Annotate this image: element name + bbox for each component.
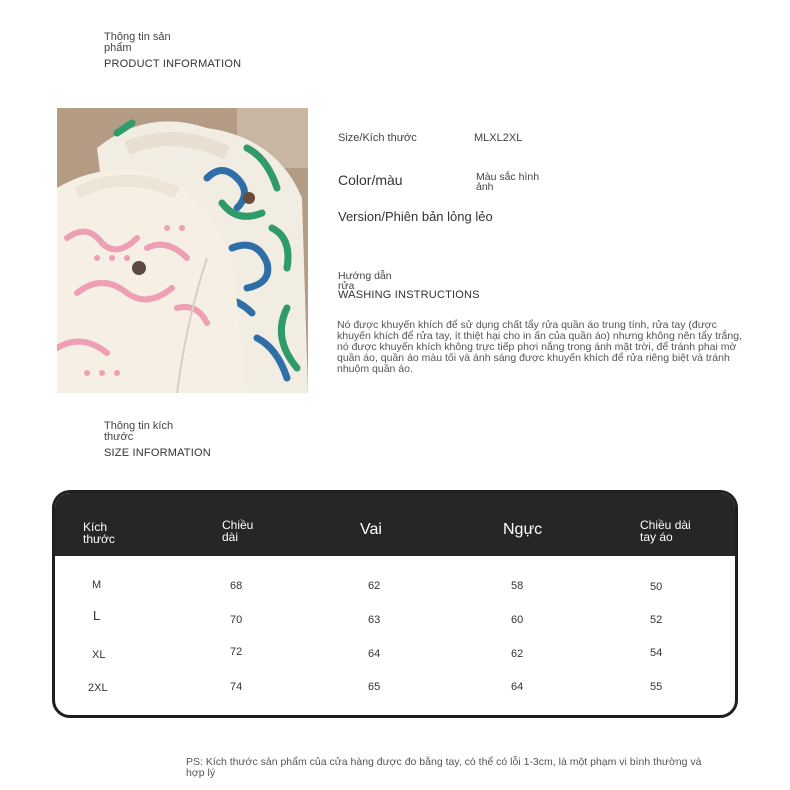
header-sleeve-length: Chiều dài tay áo xyxy=(640,518,691,544)
size-table-header xyxy=(55,493,735,556)
washing-title-en: WASHING INSTRUCTIONS xyxy=(338,289,480,301)
row-2xl-chest: 64 xyxy=(511,681,524,693)
row-m-size: M xyxy=(92,579,102,591)
washing-title-vi: Hướng dẫn rửa xyxy=(338,270,392,292)
row-xl-length: 72 xyxy=(230,646,243,658)
size-value: MLXL2XL xyxy=(474,132,523,144)
row-xl-size: XL xyxy=(92,649,106,661)
measurement-note: PS: Kích thước sản phẩm của cửa hàng được đo bằng tay, có thể có lỗi 1-3cm, là một phạm vi bình thường và hợp lý xyxy=(186,756,702,779)
row-2xl-size: 2XL xyxy=(88,682,108,694)
size-info-title-vi: Thông tin kích thước xyxy=(104,420,174,443)
row-m-chest: 58 xyxy=(511,580,524,592)
header-length: Chiều dài xyxy=(222,518,254,544)
size-info-title-en: SIZE INFORMATION xyxy=(104,447,211,459)
row-l-chest: 60 xyxy=(511,614,524,626)
product-photo xyxy=(57,108,308,393)
color-label: Color/màu xyxy=(338,172,403,188)
size-label: Size/Kích thước xyxy=(338,132,417,144)
row-2xl-length: 74 xyxy=(230,681,243,693)
color-value: Màu sắc hình ảnh xyxy=(476,171,540,193)
size-table xyxy=(52,490,738,718)
row-m-shoulder: 62 xyxy=(368,580,381,592)
version-label: Version/Phiên bản lỏng lẻo xyxy=(338,209,493,224)
washing-instructions-text: Nó được khuyến khích để sử dụng chất tẩy rửa quần áo trung tính, rửa tay (được khuyến khích để rửa tay, ít thiệt hại cho in ấn của quần áo) nhưng không nên tẩy trắng, nó được khuyến khích không trực tiếp phơi nắng trong ánh mặt trời, để tránh phai mờ quần áo, quần áo màu tối và ánh sáng được khuyến khích để rửa riêng biệt và tránh nhuộm quần áo. xyxy=(337,319,742,375)
product-info-title-en: PRODUCT INFORMATION xyxy=(104,58,242,70)
row-2xl-shoulder: 65 xyxy=(368,681,381,693)
row-l-length: 70 xyxy=(230,614,243,626)
sweater-illustration xyxy=(57,108,308,393)
row-l-size: L xyxy=(93,608,101,623)
product-info-title-vi: Thông tin sản phẩm xyxy=(104,31,171,54)
header-size: Kích thước xyxy=(83,520,115,546)
row-l-sleeve: 52 xyxy=(650,614,663,626)
row-2xl-sleeve: 55 xyxy=(650,681,663,693)
header-chest: Ngực xyxy=(503,521,543,538)
row-m-sleeve: 50 xyxy=(650,581,663,593)
row-l-shoulder: 63 xyxy=(368,614,381,626)
row-xl-sleeve: 54 xyxy=(650,647,663,659)
row-xl-chest: 62 xyxy=(511,648,524,660)
row-m-length: 68 xyxy=(230,580,243,592)
row-xl-shoulder: 64 xyxy=(368,648,381,660)
header-shoulder: Vai xyxy=(360,521,382,538)
